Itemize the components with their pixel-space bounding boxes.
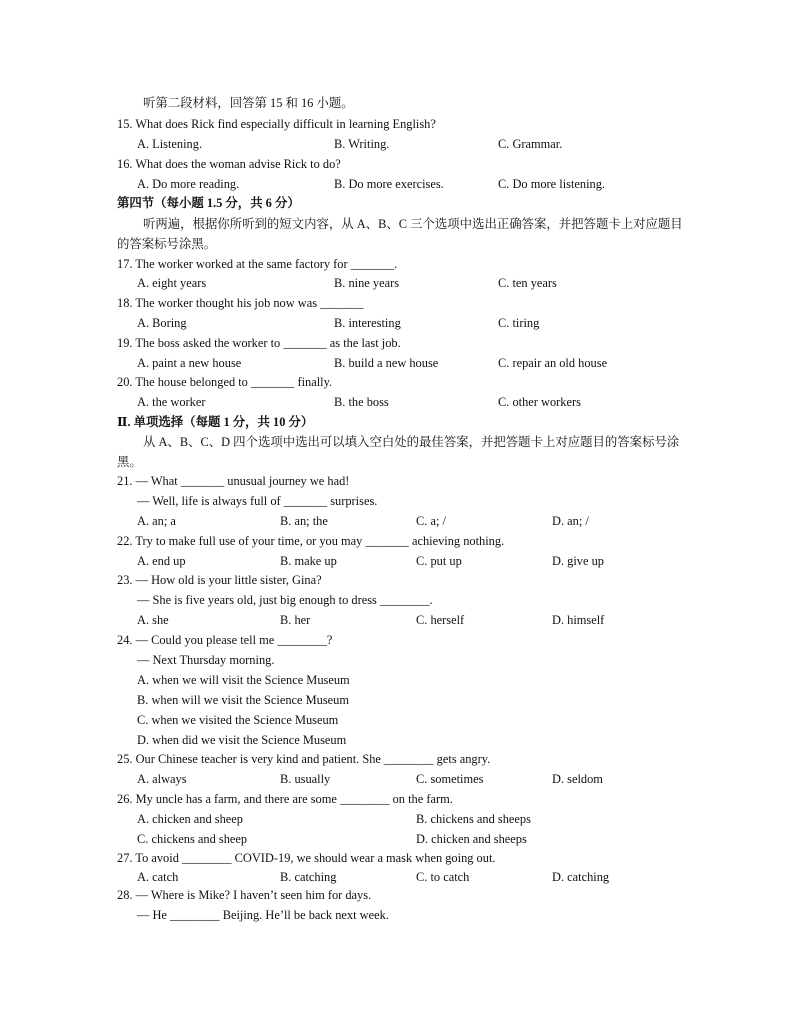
q20-option-a: A. the worker — [137, 395, 206, 409]
q21-option-d: D. an; / — [552, 514, 589, 528]
question-16: 16. What does the woman advise Rick to do? — [117, 157, 341, 171]
q18-option-a: A. Boring — [137, 316, 187, 330]
q17-option-c: C. ten years — [498, 276, 557, 290]
q18-option-c: C. tiring — [498, 316, 540, 330]
question-24: 24. — Could you please tell me ________? — [117, 633, 333, 647]
question-23: 23. — How old is your little sister, Gina? — [117, 573, 322, 587]
q16-option-b: B. Do more exercises. — [334, 177, 444, 191]
question-15: 15. What does Rick find especially difficult in learning English? — [117, 117, 436, 131]
q15-option-a: A. Listening. — [137, 137, 203, 151]
q26-option-c: C. chickens and sheep — [137, 832, 248, 846]
q21-option-b: B. an; the — [280, 514, 328, 528]
q19-option-c: C. repair an old house — [498, 356, 608, 370]
q26-option-b: B. chickens and sheeps — [416, 812, 531, 826]
q23-option-c: C. herself — [416, 613, 465, 627]
q22-option-c: C. put up — [416, 554, 462, 568]
section-2-heading: Ⅱ. 单项选择（每题 1 分，共 10 分） — [117, 415, 314, 429]
q25-option-c: C. sometimes — [416, 772, 484, 786]
q22-option-a: A. end up — [137, 554, 186, 568]
section-4-heading: 第四节（每小题 1.5 分，共 6 分） — [117, 196, 300, 210]
question-28-reply: — He ________ Beijing. He’ll be back next week. — [137, 908, 389, 922]
section-2-instructions: 从 A、B、C、D 四个选项中选出可以填入空白处的最佳答案，并把答题卡上对应题目的答案标号涂黑。 — [117, 435, 680, 469]
q16-option-a: A. Do more reading. — [137, 177, 240, 191]
section-4-instructions: 听两遍，根据你所听到的短文内容，从 A、B、C 三个选项中选出正确答案，并把答题卡上对应题目的答案标号涂黑。 — [117, 217, 683, 251]
q22-option-b: B. make up — [280, 554, 337, 568]
q25-option-a: A. always — [137, 772, 187, 786]
q22-option-d: D. give up — [552, 554, 604, 568]
q27-option-b: B. catching — [280, 870, 337, 884]
q27-option-a: A. catch — [137, 870, 179, 884]
question-26: 26. My uncle has a farm, and there are some ________ on the farm. — [117, 792, 453, 806]
question-24-reply: — Next Thursday morning. — [137, 653, 275, 667]
q26-option-d: D. chicken and sheeps — [416, 832, 527, 846]
q17-option-b: B. nine years — [334, 276, 400, 290]
q19-option-b: B. build a new house — [334, 356, 439, 370]
question-28: 28. — Where is Mike? I haven’t seen him for days. — [117, 888, 372, 902]
q18-option-b: B. interesting — [334, 316, 401, 330]
q25-option-b: B. usually — [280, 772, 331, 786]
q24-option-d: D. when did we visit the Science Museum — [137, 733, 347, 747]
q24-option-c: C. when we visited the Science Museum — [137, 713, 339, 727]
q23-option-d: D. himself — [552, 613, 605, 627]
question-23-reply: — She is five years old, just big enough to dress ________. — [137, 593, 433, 607]
q26-option-a: A. chicken and sheep — [137, 812, 243, 826]
question-25: 25. Our Chinese teacher is very kind and patient. She ________ gets angry. — [117, 752, 491, 766]
q21-option-a: A. an; a — [137, 514, 176, 528]
q15-option-b: B. Writing. — [334, 137, 390, 151]
q23-option-b: B. her — [280, 613, 311, 627]
question-17: 17. The worker worked at the same factory for _______. — [117, 257, 398, 271]
q24-option-b: B. when will we visit the Science Museum — [137, 693, 349, 707]
q15-option-c: C. Grammar. — [498, 137, 563, 151]
question-20: 20. The house belonged to _______ finally. — [117, 375, 333, 389]
q20-option-c: C. other workers — [498, 395, 581, 409]
q24-option-a: A. when we will visit the Science Museum — [137, 673, 350, 687]
q17-option-a: A. eight years — [137, 276, 207, 290]
q23-option-a: A. she — [137, 613, 169, 627]
q20-option-b: B. the boss — [334, 395, 389, 409]
q21-option-c: C. a; / — [416, 514, 446, 528]
q27-option-d: D. catching — [552, 870, 610, 884]
question-21: 21. — What _______ unusual journey we had! — [117, 474, 350, 488]
question-22: 22. Try to make full use of your time, or you may _______ achieving nothing. — [117, 534, 505, 548]
q25-option-d: D. seldom — [552, 772, 603, 786]
q19-option-a: A. paint a new house — [137, 356, 242, 370]
question-21-reply: — Well, life is always full of _______ surprises. — [137, 494, 378, 508]
q16-option-c: C. Do more listening. — [498, 177, 606, 191]
question-18: 18. The worker thought his job now was _______ — [117, 296, 364, 310]
question-27: 27. To avoid ________ COVID-19, we should wear a mask when going out. — [117, 851, 496, 865]
q27-option-c: C. to catch — [416, 870, 470, 884]
question-19: 19. The boss asked the worker to _______ as the last job. — [117, 336, 401, 350]
listening-part2-intro: 听第二段材料，回答第 15 和 16 小题。 — [143, 96, 354, 110]
